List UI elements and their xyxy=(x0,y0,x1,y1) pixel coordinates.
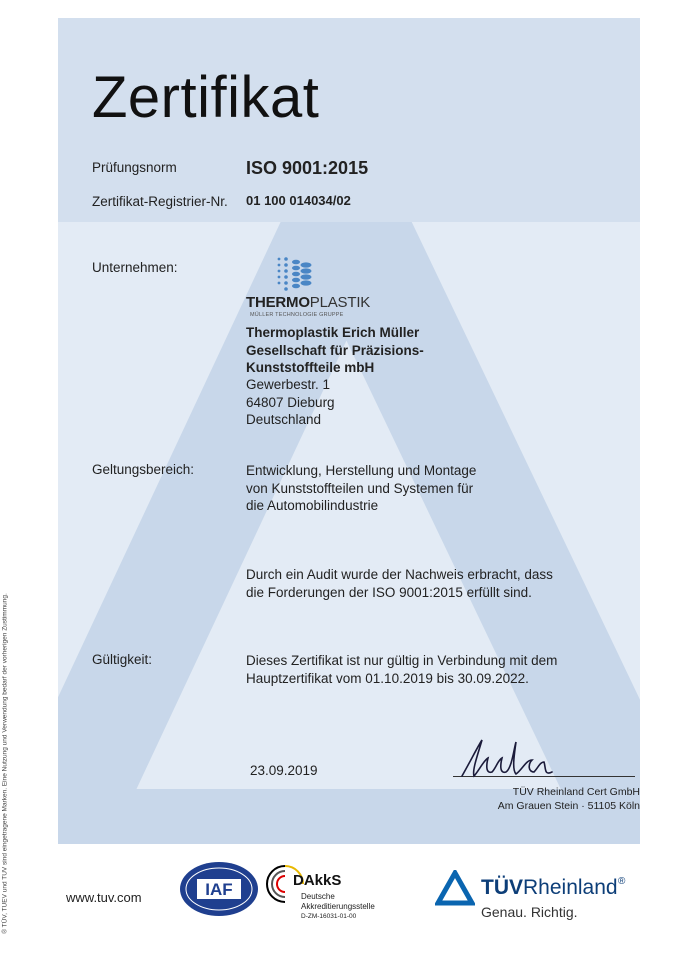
thermoplastik-logo-subtitle: MÜLLER TECHNOLOGIE GRUPPE xyxy=(250,312,344,318)
issuer-address: Am Grauen Stein · 51105 Köln xyxy=(497,800,640,812)
tuv-brand-name: TÜVRheinland xyxy=(481,876,618,899)
tuv-rheinland-logo xyxy=(435,868,645,928)
website-link[interactable]: www.tuv.com xyxy=(66,890,142,905)
norm-value: ISO 9001:2015 xyxy=(246,158,369,178)
certificate-sheet xyxy=(58,18,640,844)
validity-label: Gültigkeit: xyxy=(92,652,153,667)
dakks-logo xyxy=(265,860,405,932)
company-name-line-2: Gesellschaft für Präzisions- xyxy=(246,342,424,358)
validity-text xyxy=(246,652,557,687)
issue-date: 23.09.2019 xyxy=(250,763,318,778)
registration-label: Zertifikat-Registrier-Nr. xyxy=(92,194,228,209)
dakks-name: DAkkS xyxy=(293,872,342,889)
tuv-triangle-icon xyxy=(435,870,475,906)
scope-line-1: Entwicklung, Herstellung und Montage xyxy=(246,463,477,478)
issuer-name: TÜV Rheinland Cert GmbH xyxy=(512,786,640,798)
audit-line-1: Durch ein Audit wurde der Nachweis erbracht, dass xyxy=(246,567,553,582)
iaf-logo-text: IAF xyxy=(205,880,233,899)
validity-line-1: Dieses Zertifikat ist nur gültig in Verbindung mit dem xyxy=(246,653,558,668)
scope-label: Geltungsbereich: xyxy=(92,462,195,477)
audit-statement xyxy=(246,566,553,601)
dakks-subtitle-1: Deutsche xyxy=(301,892,335,901)
company-name-line-1: Thermoplastik Erich Müller xyxy=(246,325,420,340)
thermoplastik-logo-icon xyxy=(276,256,316,292)
tuv-slogan: Genau. Richtig. xyxy=(481,904,578,920)
registered-mark: ® xyxy=(618,876,626,887)
company-label: Unternehmen: xyxy=(92,260,178,275)
iaf-logo xyxy=(178,860,260,918)
dakks-subtitle-2: Akkreditierungsstelle xyxy=(301,902,375,911)
scope-line-3: die Automobilindustrie xyxy=(246,498,379,513)
company-address xyxy=(246,376,335,429)
audit-line-2: die Forderungen der ISO 9001:2015 erfüllt sind. xyxy=(246,584,532,600)
address-street: Gewerbestr. 1 xyxy=(246,377,331,392)
handwritten-signature xyxy=(448,732,578,788)
address-country: Deutschland xyxy=(246,412,322,427)
validity-line-2: Hauptzertifikat vom 01.10.2019 bis 30.09.2022. xyxy=(246,670,529,686)
registration-number: 01 100 014034/02 xyxy=(246,193,351,208)
thermoplastik-logo-wordmark: THERMOPLASTIK xyxy=(246,294,371,311)
scope-text xyxy=(246,462,476,515)
company-name-line-3: Kunststoffteile mbH xyxy=(246,360,375,375)
dakks-registration-id: D-ZM-16031-01-00 xyxy=(301,913,357,920)
trademark-notice: ® TÜV, TUEV und TUV sind eingetragene Marken. Eine Nutzung und Verwendung bedarf der vorherigen Zustimmung. xyxy=(1,593,9,934)
company-name xyxy=(246,324,424,377)
address-city: 64807 Dieburg xyxy=(246,394,335,410)
scope-line-2: von Kunststoffteilen und Systemen für xyxy=(246,480,474,496)
norm-label: Prüfungsnorm xyxy=(92,160,177,175)
certificate-title: Zertifikat xyxy=(92,65,320,130)
